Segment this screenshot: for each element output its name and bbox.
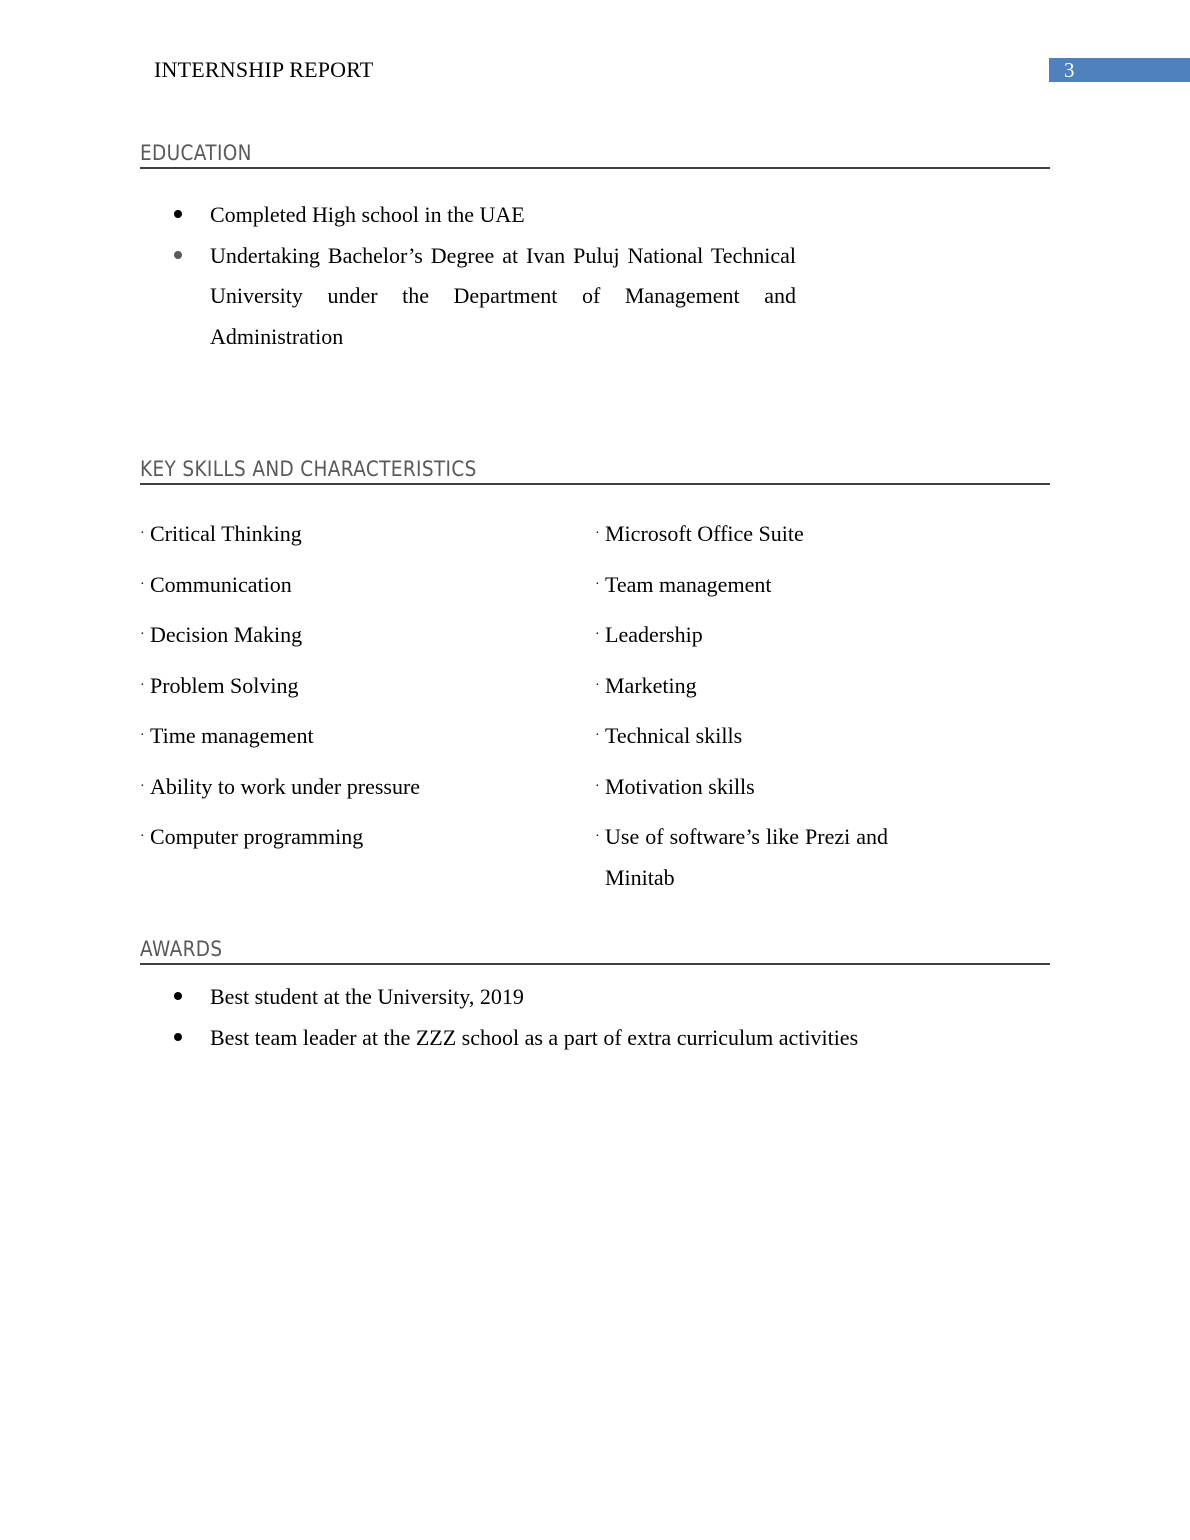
- dot-bullet-icon: ·: [140, 526, 145, 541]
- dot-bullet-icon: ·: [140, 829, 145, 844]
- list-item: [0, 195, 796, 236]
- education-heading-text: EDUCATION: [140, 141, 252, 165]
- education-item-text: Undertaking Bachelor’s Degree at Ivan Puluj National Technical University under the Department of Management and Administration: [210, 242, 796, 349]
- list-item: [595, 615, 888, 656]
- skill-label: Microsoft Office Suite: [605, 521, 804, 546]
- dot-bullet-icon: ·: [595, 526, 600, 541]
- list-item: [140, 514, 434, 555]
- list-item: [140, 817, 434, 858]
- skill-label: Leadership: [605, 622, 703, 647]
- dot-bullet-icon: ·: [595, 728, 600, 743]
- skill-label: Team management: [605, 571, 772, 597]
- page-number: 3: [1049, 58, 1190, 82]
- dot-bullet-icon: ·: [140, 677, 145, 693]
- list-item: [0, 236, 796, 358]
- list-item: [595, 514, 888, 555]
- dot-bullet-icon: ·: [140, 627, 145, 642]
- dot-bullet-icon: ·: [595, 576, 600, 592]
- education-heading: [140, 141, 1050, 169]
- dot-bullet-icon: ·: [140, 778, 145, 794]
- list-item: [595, 817, 888, 898]
- list-item: [595, 666, 888, 707]
- list-item: [0, 1018, 858, 1059]
- dot-bullet-icon: ·: [595, 677, 600, 693]
- list-item: [140, 615, 434, 656]
- list-item: [140, 767, 434, 808]
- skill-label: Communication: [150, 571, 292, 597]
- skill-label: Problem Solving: [150, 672, 299, 698]
- awards-heading-text: AWARDS: [140, 937, 223, 961]
- bullet-icon: [174, 1033, 182, 1041]
- skill-label: Technical skills: [605, 723, 743, 748]
- skills-heading: [140, 457, 1050, 485]
- bullet-icon: [174, 210, 182, 218]
- skill-label: Critical Thinking: [150, 521, 302, 546]
- skills-heading-text: KEY SKILLS AND CHARACTERISTICS: [140, 457, 477, 481]
- education-item-text: Completed High school in the UAE: [210, 202, 525, 227]
- skills-left-column: [140, 514, 434, 868]
- list-item: [0, 977, 858, 1018]
- dot-bullet-icon: ·: [595, 627, 600, 642]
- list-item: [595, 767, 888, 808]
- bullet-icon: [174, 992, 182, 1000]
- award-item-text: Best team leader at the ZZZ school as a part of extra curriculum activities: [210, 1024, 859, 1050]
- skill-label: Time management: [150, 723, 314, 748]
- awards-list: [0, 977, 858, 1058]
- list-item: [140, 716, 434, 757]
- skill-label: Computer programming: [150, 824, 364, 849]
- skill-label: Marketing: [605, 672, 697, 698]
- list-item: [140, 666, 434, 707]
- dot-bullet-icon: ·: [595, 829, 600, 844]
- skill-label: Decision Making: [150, 622, 303, 647]
- list-item: [595, 565, 888, 606]
- report-title: INTERNSHIP REPORT: [154, 57, 374, 82]
- skills-right-column: [595, 514, 888, 908]
- bullet-icon: [174, 251, 182, 259]
- dot-bullet-icon: ·: [595, 778, 600, 794]
- skill-label: Use of software’s like Prezi and Minitab: [605, 824, 888, 890]
- awards-heading: [140, 937, 1050, 965]
- skill-label: Motivation skills: [605, 773, 755, 799]
- education-list: [0, 195, 796, 357]
- dot-bullet-icon: ·: [140, 728, 145, 743]
- award-item-text: Best student at the University, 2019: [210, 984, 524, 1009]
- skill-label: Ability to work under pressure: [150, 773, 421, 799]
- list-item: [595, 716, 888, 757]
- list-item: [140, 565, 434, 606]
- dot-bullet-icon: ·: [140, 576, 145, 592]
